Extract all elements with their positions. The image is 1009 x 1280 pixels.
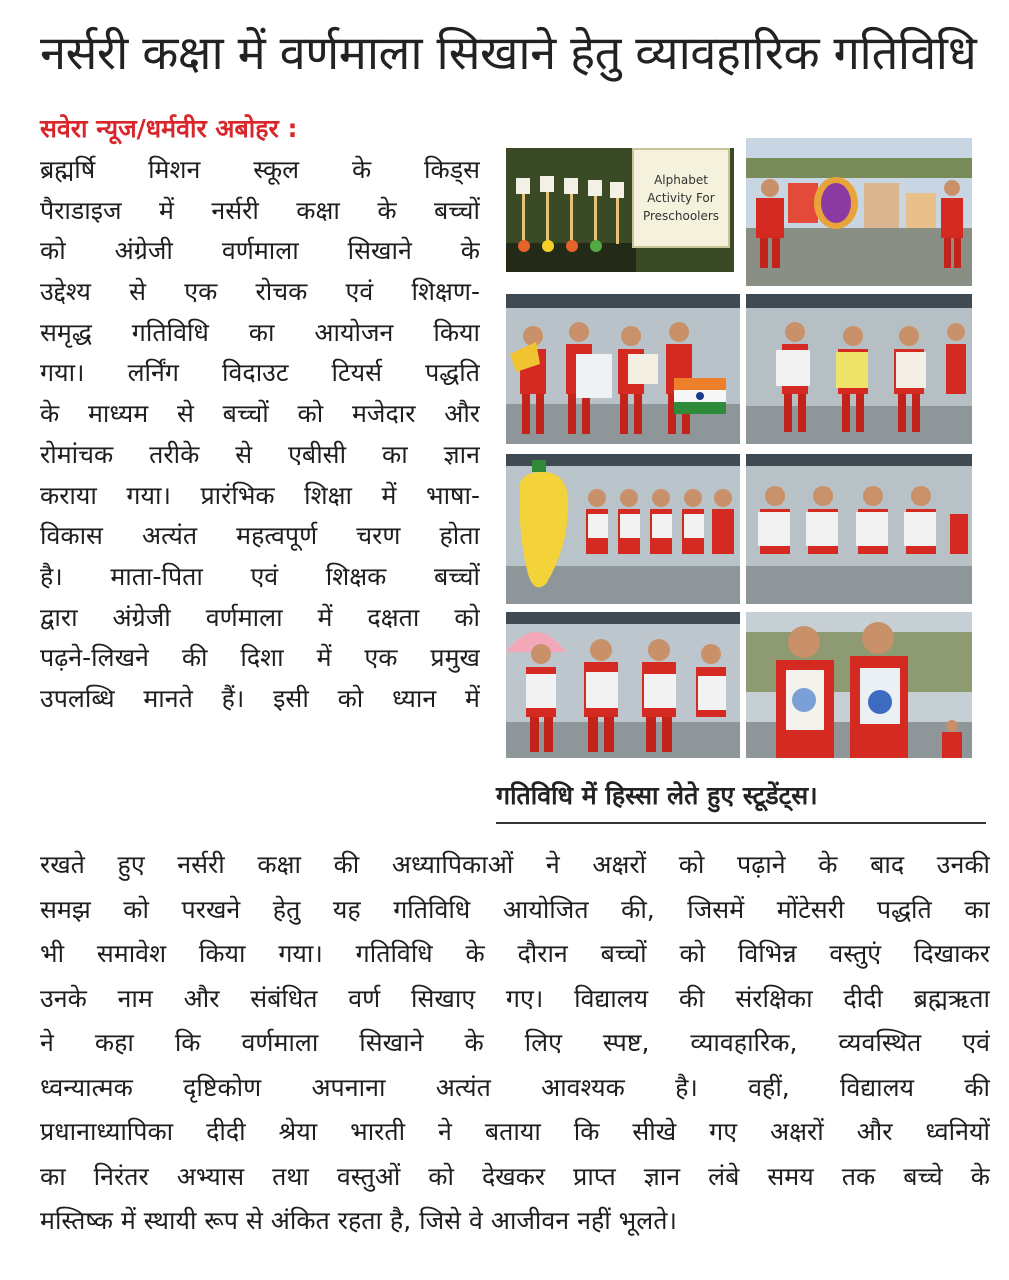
- text-line: के माध्यम से बच्चों को मजेदार और: [40, 399, 480, 429]
- text-line: उनके नाम और संबंधित वर्ण सिखाए गए। विद्यालय की संरक्षिका दीदी ब्रह्मऋता: [40, 983, 990, 1013]
- article-full-text: [40, 843, 990, 1244]
- text-line: प्रधानाध्यापिका दीदी श्रेया भारती ने बताया कि सीखे गए अक्षरों और ध्वनियों: [40, 1117, 990, 1146]
- photo-kids-cards: [746, 294, 972, 444]
- text-line: को अंग्रेजी वर्णमाला सिखाने के: [40, 236, 480, 266]
- text-line: पढ़ने-लिखने की दिशा में एक प्रमुख: [40, 643, 480, 673]
- caption-divider: [496, 822, 986, 824]
- photo-kids-flag: [506, 294, 740, 444]
- text-line: उद्देश्य से एक रोचक एवं शिक्षण-: [40, 277, 480, 307]
- photo-kids-row: [746, 454, 972, 604]
- activity-sign: [632, 148, 730, 248]
- text-line: गया। लर्निंग विदाउट टियर्स पद्धति: [40, 358, 480, 388]
- text-line: विकास अत्यंत महत्वपूर्ण चरण होता: [40, 521, 480, 551]
- text-line: समृद्ध गतिविधि का आयोजन किया: [40, 317, 480, 347]
- text-line: रखते हुए नर्सरी कक्षा की अध्यापिकाओं ने अक्षरों को पढ़ाने के बाद उनकी: [40, 850, 990, 879]
- text-line: ने कहा कि वर्णमाला सिखाने के लिए स्पष्ट, व्यावहारिक, व्यवस्थित एवं: [40, 1028, 990, 1057]
- text-line: द्वारा अंग्रेजी वर्णमाला में दक्षता को: [40, 602, 480, 632]
- text-line: ब्रह्मर्षि मिशन स्कूल के किड्स: [40, 155, 480, 184]
- text-line: मस्तिष्क में स्थायी रूप से अंकित रहता है, जिसे वे आजीवन नहीं भूलते।: [40, 1206, 677, 1235]
- photo-kids-closeup: [746, 612, 972, 758]
- text-line: है। माता-पिता एवं शिक्षक बच्चों: [40, 561, 480, 591]
- photo-kids-umbrella: [506, 612, 740, 758]
- text-line: ध्वन्यात्मक दृष्टिकोण अपनाना अत्यंत आवश्यक है। वहीं, विद्यालय की: [40, 1072, 990, 1102]
- photo-caption: गतिविधि में हिस्सा लेते हुए स्टूडेंट्स।: [496, 781, 818, 810]
- text-line: का निरंतर अभ्यास तथा वस्तुओं को देखकर प्राप्त ज्ञान लंबे समय तक बच्चे के: [40, 1161, 990, 1191]
- photo-kids-mango: [506, 454, 740, 604]
- text-line: पैराडाइज में नर्सरी कक्षा के बच्चों: [40, 195, 480, 225]
- byline: सवेरा न्यूज/धर्मवीर अबोहर :: [40, 114, 298, 143]
- text-line: कराया गया। प्रारंभिक शिक्षा में भाषा-: [40, 480, 480, 510]
- text-line: समझ को परखने हेतु यह गतिविधि आयोजित की, जिसमें मोंटेसरी पद्धति का: [40, 894, 990, 924]
- headline: नर्सरी कक्षा में वर्णमाला सिखाने हेतु व्यावहारिक गतिविधि: [40, 26, 977, 81]
- article-column-text: [40, 150, 480, 720]
- text-line: भी समावेश किया गया। गतिविधि के दौरान बच्चों को विभिन्न वस्तुएं दिखाकर: [40, 939, 990, 968]
- activity-sign-text: Alphabet Activity For Preschoolers: [642, 173, 720, 223]
- text-line: रोमांचक तरीके से एबीसी का ज्ञान: [40, 439, 480, 469]
- photo-collage: [500, 138, 976, 758]
- photo-kids-cutouts: [746, 138, 972, 286]
- text-line: उपलब्धि मानते हैं। इसी को ध्यान में: [40, 683, 480, 713]
